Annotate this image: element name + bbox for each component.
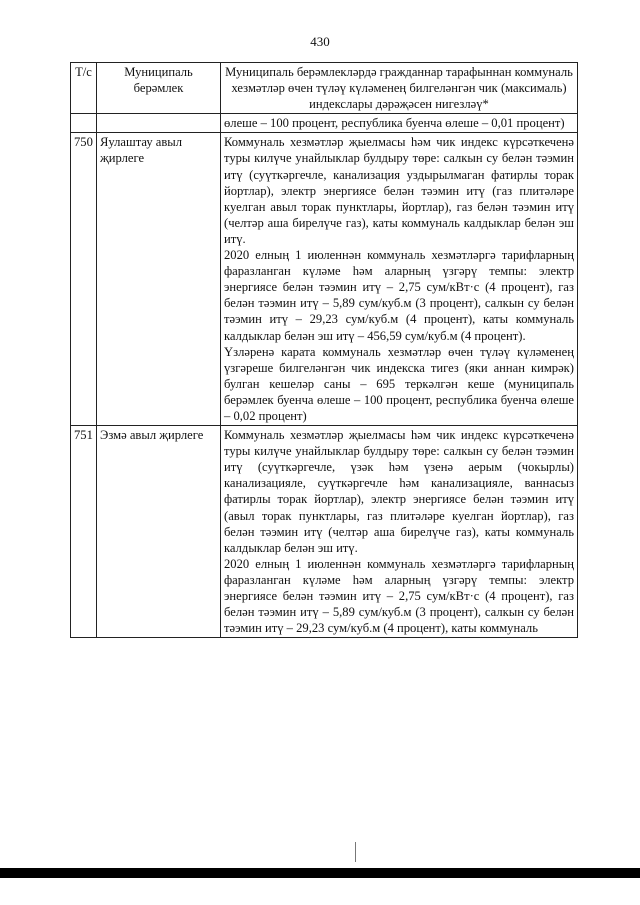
paragraph: 2020 елның 1 июленнән коммуналь хезмәтләргә тарифларның фаразланган күләме һәм аларның үзгәрү темпы: электр энергиясе белән тәэмин итү – 2,75 сум/кВт·с (4 процент), газ белән тәэмин итү – 5,89 сум/куб.м (3 процент), салкын су белән тәэмин итү – 29,23 сум/куб.м (4 процент), каты коммуналь калдыклар белән эш итү – 456,59 сум/куб.м (4 процент). <box>224 248 574 343</box>
header-indices: Муниципаль берәмлекләрдә гражданнар тарафыннан коммуналь хезмәтләр өчен түләү күләменең билгеләнгән чик (максималь) индекслары дәрәҗәсен нигезләү* <box>221 63 578 114</box>
scan-border <box>0 868 640 878</box>
scan-artifact <box>355 842 356 862</box>
table-row-continuation <box>71 114 578 133</box>
cell-continuation-text: өлеше – 100 процент, республика буенча өлеше – 0,01 процент) <box>221 114 578 133</box>
page-number: 430 <box>310 34 330 49</box>
cell-number: 750 <box>71 133 97 426</box>
table-row <box>71 426 578 638</box>
table-row <box>71 133 578 426</box>
indices-table <box>70 62 578 638</box>
paragraph: 2020 елның 1 июленнән коммуналь хезмәтләргә тарифларның фаразланган күләме һәм аларның үзгәрү темпы: электр энергиясе белән тәэмин итү – 2,75 сум/кВт·с (4 процент), газ белән тәэмин итү – 5,89 сум/куб.м (3 процент), салкын су белән тәэмин итү – 29,23 сум/куб.м (4 процент), каты коммуналь <box>224 556 574 636</box>
paragraph: Үзләренә карата коммуналь хезмәтләр өчен түләү күләменең үзгәреше билгеләнгән чик индекска тигез (яки аннан кимрәк) булган кешеләр саны – 695 теркәлгән кеше (муниципаль берәмлек буенча өлеше – 100 процент, республика буенча өлеше – 0,02 процент) <box>224 344 574 423</box>
cell-indices <box>221 426 578 638</box>
cell-municipality: Яулаштау авыл җирлеге <box>97 133 221 426</box>
cell-indices <box>221 133 578 426</box>
cell-municipality <box>97 114 221 133</box>
header-number: Т/с <box>71 63 97 114</box>
paragraph: Коммуналь хезмәтләр җыелмасы һәм чик индекс күрсәткеченә туры килүче унайлыклар булдыру төре: салкын су белән тәэмин итү (суүткәргечле, канализация уздырылмаган фатирлы торак йортлар), электр энергиясе белән тәэмин итү (газ плитәләре куелган авыл торак пунктлары, йортлар), газ белән тәэмин итү (челтәр аша бирелүче газ), каты коммуналь калдыклар белән эш итү. <box>224 135 574 246</box>
paragraph: Коммуналь хезмәтләр җыелмасы һәм чик индекс күрсәткеченә туры килүче унайлыклар булдыру төре: салкын су белән тәэмин итү (суүткәргечле, үзәк һәм үзенә аерым (чокырлы) канализацияле, суүткәргечле һәм канализацияле, ваннасыз фатирлы торак йортлар), электр энергиясе белән тәэмин итү (авыл торак пунктлары, газ плитәләре куелган йортлар), газ белән тәэмин итү (челтәр аша бирелүче газ), каты коммуналь калдыклар белән эш итү. <box>224 428 574 555</box>
cell-number: 751 <box>71 426 97 638</box>
table-header-row <box>71 63 578 114</box>
header-municipality: Муниципаль берәмлек <box>97 63 221 114</box>
cell-number <box>71 114 97 133</box>
cell-municipality: Эзмә авыл җирлеге <box>97 426 221 638</box>
